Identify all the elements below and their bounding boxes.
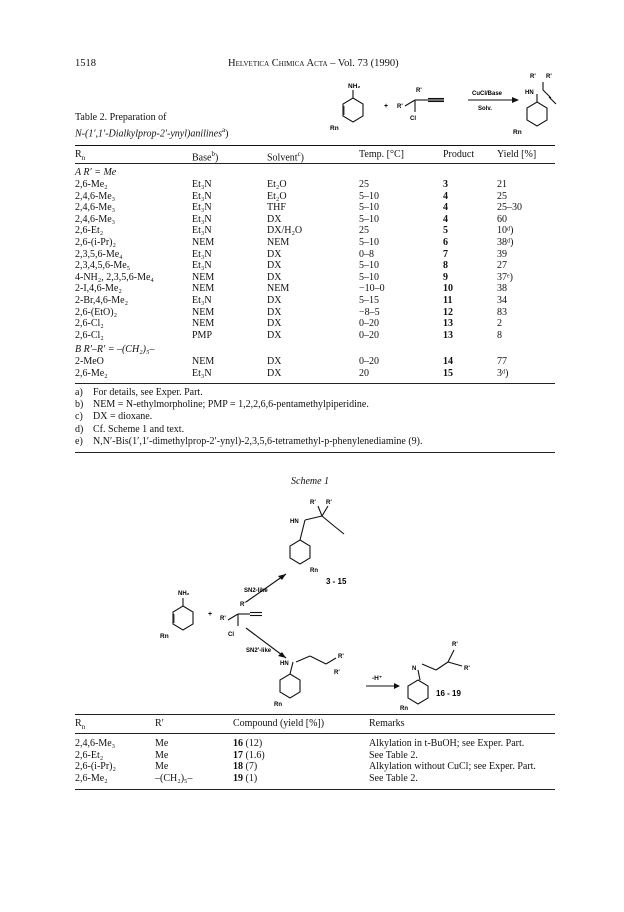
- cell-substituents: 2,4,6-Me₃: [75, 190, 116, 202]
- col-solvent: Solvent$^c$): [267, 150, 305, 164]
- cell-yield: 37ᵉ): [497, 271, 513, 283]
- section-a-row: [75, 179, 555, 191]
- cell-compound: 18 (7): [233, 761, 258, 773]
- section-a-row: [75, 191, 555, 203]
- cell-substituents: 2-MeO: [75, 356, 104, 367]
- footnote-mark: d): [75, 423, 84, 435]
- cell-base: NEM: [192, 356, 215, 367]
- cell-solvent: DX: [267, 294, 282, 306]
- top-hn: HN: [290, 519, 299, 525]
- final-r2: R': [464, 666, 470, 672]
- cell-solvent: Et₂O: [267, 190, 287, 202]
- cell-temperature: 0–20: [359, 356, 379, 367]
- col-yield: Yield [%]: [497, 149, 537, 160]
- cell-substituents: 2,6-Cl₂: [75, 318, 104, 330]
- allene-r1: R': [338, 654, 344, 660]
- scheme-table-body: [75, 738, 555, 784]
- rn-label-b: Rn: [513, 129, 522, 136]
- allene-ring: [280, 674, 300, 698]
- cell-yield: 8: [497, 329, 502, 341]
- journal-volume: – Vol. 73 (1990): [327, 58, 399, 69]
- cell-yield: 60: [497, 213, 507, 225]
- table2-top-rule: [75, 145, 555, 146]
- col-rn: $R_n$: [75, 149, 86, 162]
- cell-substituents: 4-NH₂, 2,3,5,6-Me₄: [75, 271, 154, 283]
- cell-substituents: 2,4,6-Me₃: [75, 213, 116, 225]
- cell-base: NEM: [192, 271, 215, 283]
- cell-base: Et₃N: [192, 213, 212, 225]
- cell-yield: 38ᵈ): [497, 236, 514, 248]
- cell-solvent: DX: [267, 367, 282, 379]
- scheme1-title: Scheme 1: [291, 476, 330, 487]
- cell-solvent: DX: [267, 329, 282, 341]
- reagent-label: CuCl/Base: [472, 91, 503, 97]
- section-a-row: [75, 237, 555, 249]
- section-a-row: [75, 249, 555, 261]
- cell-base: Et₃N: [192, 260, 212, 272]
- table2-caption-line1: Table 2. Preparation of: [75, 112, 167, 123]
- cell-base: Et₃N: [192, 225, 212, 237]
- cell-substituents: 2,3,4,5,6-Me₅: [75, 260, 131, 272]
- cell-substituents: 2,6-Me₂: [75, 367, 108, 379]
- cell-product: 14: [443, 356, 453, 367]
- cell-base: Et₃N: [192, 367, 212, 379]
- r-label-3: R': [530, 74, 536, 80]
- solvent-label: Solv.: [478, 106, 492, 112]
- journal-name: Helvetica Chimica Acta: [228, 58, 328, 69]
- cell-temperature: 5–10: [359, 190, 379, 202]
- scheme-table-row: [75, 761, 555, 773]
- cell-base: NEM: [192, 236, 215, 248]
- footnote-text: Cf. Scheme 1 and text.: [93, 423, 185, 435]
- cell-temperature: 5–15: [359, 294, 379, 306]
- section-a-row: [75, 272, 555, 284]
- cell-r-prime: Me: [155, 738, 169, 749]
- cell-product: 3: [443, 179, 448, 190]
- nh2-label: NH₂: [348, 83, 361, 90]
- table2-section-a: [75, 179, 555, 341]
- cell-yield: 27: [497, 260, 507, 272]
- cell-solvent: DX: [267, 306, 282, 318]
- cell-product: 7: [443, 248, 448, 260]
- footnote-text: NEM = N-ethylmorpholine; PMP = 1,2,2,6,6-pentamethylpiperidine.: [93, 399, 369, 411]
- cell-product: 12: [443, 306, 453, 318]
- cell-r-prime: Me: [155, 761, 169, 773]
- scheme-table-row: [75, 750, 555, 762]
- cell-base: Et₃N: [192, 248, 212, 260]
- cell-temperature: 5–10: [359, 260, 379, 272]
- scheme-table-row: [75, 773, 555, 785]
- product-range-bottom: 16 - 19: [436, 689, 461, 698]
- section-b-row: [75, 368, 555, 380]
- cell-remarks: See Table 2.: [369, 749, 418, 761]
- cell-temperature: 25: [359, 225, 369, 237]
- cell-base: Et₃N: [192, 294, 212, 306]
- footnote-text: DX = dioxane.: [93, 411, 153, 423]
- cell-substituents: 2,6-(EtO)₂: [75, 306, 118, 318]
- cell-substituents: 2,3,5,6-Me₄: [75, 248, 123, 260]
- cell-product: 9: [443, 271, 448, 283]
- cell-rn: 2,6-Me₂: [75, 772, 108, 784]
- cell-solvent: DX: [267, 318, 282, 330]
- cell-product: 6: [443, 236, 448, 248]
- scheme-table-header: $R_n$ R′ Compound (yield [%]) Remarks: [75, 718, 405, 731]
- section-a-row: [75, 202, 555, 214]
- cell-rn: 2,6-Et₂: [75, 749, 104, 761]
- cell-product: 13: [443, 329, 453, 341]
- cell-solvent: DX: [267, 260, 282, 272]
- cell-temperature: −8–5: [359, 306, 380, 318]
- cell-rn: 2,6-(i-Pr)₂: [75, 761, 116, 773]
- footnote-mark: a): [75, 387, 83, 398]
- cell-solvent: DX: [267, 271, 282, 283]
- cell-product: 11: [443, 294, 453, 306]
- cell-yield: 34: [497, 294, 507, 306]
- section-b: B R′–R′ = –(CH₂)₅–: [75, 344, 155, 355]
- scheme-table-top-rule: [75, 714, 555, 715]
- page-number: 1518: [75, 58, 96, 69]
- final-r1: R': [452, 642, 458, 648]
- cell-solvent: NEM: [267, 283, 290, 295]
- cell-yield: 2: [497, 318, 502, 330]
- cell-substituents: 2,6-(i-Pr)₂: [75, 236, 116, 248]
- cell-temperature: 0–20: [359, 318, 379, 330]
- cell-product: 15: [443, 367, 453, 379]
- cell-temperature: −10–0: [359, 283, 385, 295]
- footnotes-rule: [75, 452, 555, 453]
- scheme-plus: +: [208, 611, 213, 618]
- footnote: [75, 411, 423, 423]
- cell-yield: 39: [497, 248, 507, 260]
- footnote: [75, 424, 423, 436]
- cell-base: NEM: [192, 306, 215, 318]
- cell-temperature: 5–10: [359, 202, 379, 214]
- table2-header-rule: [75, 163, 555, 164]
- hn-label: HN: [525, 90, 534, 96]
- cell-solvent: DX: [267, 248, 282, 260]
- scheme-table-row: [75, 738, 555, 750]
- top-rn: Rn: [310, 568, 318, 574]
- cell-base: Et₃N: [192, 179, 212, 190]
- proton-loss: -H⁺: [372, 675, 383, 682]
- product-ring: [527, 102, 547, 126]
- cell-remarks: Alkylation without CuCl; see Exper. Part.: [369, 761, 536, 773]
- scheme1-diagram: [150, 490, 510, 710]
- top-product-ring: [290, 540, 310, 564]
- cell-yield: 25: [497, 190, 507, 202]
- cell-remarks: See Table 2.: [369, 772, 418, 784]
- cell-product: 4: [443, 202, 448, 214]
- footnote-text: N,N′-Bis(1′,1′-dimethylprop-2′-ynyl)-2,3,5,6-tetramethyl-p-phenylenediamine (9).: [93, 435, 423, 447]
- footnote-mark: c): [75, 411, 83, 423]
- cell-product: 10: [443, 283, 453, 295]
- allene-hn: HN: [280, 661, 289, 667]
- cell-base: NEM: [192, 318, 215, 330]
- col-base: Base$^b$): [192, 150, 219, 164]
- cell-substituents: 2,6-Et₂: [75, 225, 104, 237]
- cell-solvent: DX/H₂O: [267, 225, 303, 237]
- table2-footnotes: [75, 387, 423, 448]
- cell-yield: 83: [497, 306, 507, 318]
- cell-temperature: 0–8: [359, 248, 374, 260]
- section-a-row: [75, 225, 555, 237]
- cell-solvent: Et₂O: [267, 179, 287, 190]
- sn2-label: SN2-like: [244, 588, 268, 594]
- cell-temperature: 5–10: [359, 271, 379, 283]
- table2-caption-line2: N-(1′,1′-Dialkylprop-2′-ynyl)anilines: [75, 128, 222, 140]
- r-label-4: R': [546, 74, 552, 80]
- final-product-ring: [408, 680, 428, 704]
- start-r2: R': [240, 602, 246, 608]
- plus-sign: +: [384, 103, 389, 110]
- section-a-row: [75, 307, 555, 319]
- cell-base: PMP: [192, 329, 213, 341]
- cl-label: Cl: [410, 116, 416, 122]
- cell-rn: 2,4,6-Me₃: [75, 738, 116, 749]
- table2-caption-note: a: [222, 126, 226, 134]
- col-temp: Temp. [°C]: [359, 149, 404, 160]
- cell-substituents: 2,6-Me₂: [75, 179, 108, 190]
- footnote: [75, 436, 423, 448]
- cell-temperature: 20: [359, 367, 369, 379]
- cell-temperature: 5–10: [359, 213, 379, 225]
- cell-substituents: 2-I,4,6-Me₂: [75, 283, 122, 295]
- aniline-ring: [343, 98, 363, 122]
- start-nh2: NH₂: [178, 591, 190, 597]
- section-a-row: [75, 318, 555, 330]
- top-r2: R': [326, 500, 332, 506]
- cell-solvent: DX: [267, 213, 282, 225]
- section-a-row: [75, 260, 555, 272]
- sn2prime-label: SN2′-like: [246, 648, 272, 654]
- cell-yield: 38: [497, 283, 507, 295]
- cell-base: NEM: [192, 283, 215, 295]
- cell-yield: 21: [497, 179, 507, 190]
- cell-compound: 16 (12): [233, 738, 263, 749]
- cell-r-prime: Me: [155, 749, 169, 761]
- footnote-mark: b): [75, 399, 84, 411]
- footnote: [75, 399, 423, 411]
- top-r1: R': [310, 500, 316, 506]
- start-r1: R': [220, 616, 226, 622]
- rn-label-a: Rn: [330, 125, 339, 132]
- cell-product: 8: [443, 260, 448, 272]
- r-label-2: R': [416, 88, 422, 94]
- cell-product: 13: [443, 318, 453, 330]
- section-a-row: [75, 283, 555, 295]
- allene-r2: R': [334, 670, 340, 676]
- cell-temperature: 5–10: [359, 236, 379, 248]
- cell-solvent: DX: [267, 356, 282, 367]
- cell-compound: 19 (1): [233, 772, 258, 784]
- cell-solvent: NEM: [267, 236, 290, 248]
- cell-base: Et₃N: [192, 202, 212, 214]
- footnote: [75, 387, 423, 399]
- cell-product: 5: [443, 225, 448, 237]
- scheme-table-bottom-rule: [75, 789, 555, 790]
- section-a-row: [75, 295, 555, 307]
- col-product: Product: [443, 149, 475, 160]
- start-aniline-ring: [173, 606, 193, 630]
- table2-section-b: [75, 356, 555, 379]
- cell-yield: 77: [497, 356, 507, 367]
- cell-temperature: 25: [359, 179, 369, 190]
- section-a-row: [75, 330, 555, 342]
- cell-yield: 25–30: [497, 202, 522, 214]
- table2-bottom-rule: [75, 383, 555, 384]
- cell-product: 4: [443, 213, 448, 225]
- cell-substituents: 2,4,6-Me₃: [75, 202, 116, 214]
- cell-temperature: 0–20: [359, 329, 379, 341]
- cell-substituents: 2-Br,4,6-Me₂: [75, 294, 129, 306]
- start-cl: Cl: [228, 632, 234, 638]
- cell-yield: 10ᵈ): [497, 225, 514, 237]
- final-rn: Rn: [400, 706, 408, 710]
- cell-compound: 17 (1.6): [233, 749, 265, 761]
- table2-caption: Table 2. Preparation of N-(1′,1′-Dialkylprop-2′-ynyl)anilines$^a$): [75, 112, 229, 140]
- section-a-row: [75, 214, 555, 226]
- cell-remarks: Alkylation in t-BuOH; see Exper. Part.: [369, 738, 525, 749]
- cell-base: Et₃N: [192, 190, 212, 202]
- product-range-top: 3 - 15: [326, 577, 347, 586]
- footnote-text: For details, see Exper. Part.: [93, 387, 203, 398]
- final-n: N: [412, 666, 417, 672]
- section-a: A R′ = Me: [75, 167, 117, 178]
- cell-r-prime: –(CH₂)₅–: [155, 772, 193, 784]
- table2-reaction-scheme: [300, 68, 562, 148]
- cell-substituents: 2,6-Cl₂: [75, 329, 104, 341]
- cell-solvent: THF: [267, 202, 286, 214]
- footnote-mark: e): [75, 435, 83, 447]
- scheme-table-header-rule: [75, 733, 555, 734]
- cell-product: 4: [443, 190, 448, 202]
- allene-rn: Rn: [274, 702, 282, 708]
- cell-yield: 3ᵈ): [497, 367, 509, 379]
- section-b-row: [75, 356, 555, 368]
- start-rn: Rn: [160, 633, 169, 640]
- r-label-1: R': [397, 104, 403, 110]
